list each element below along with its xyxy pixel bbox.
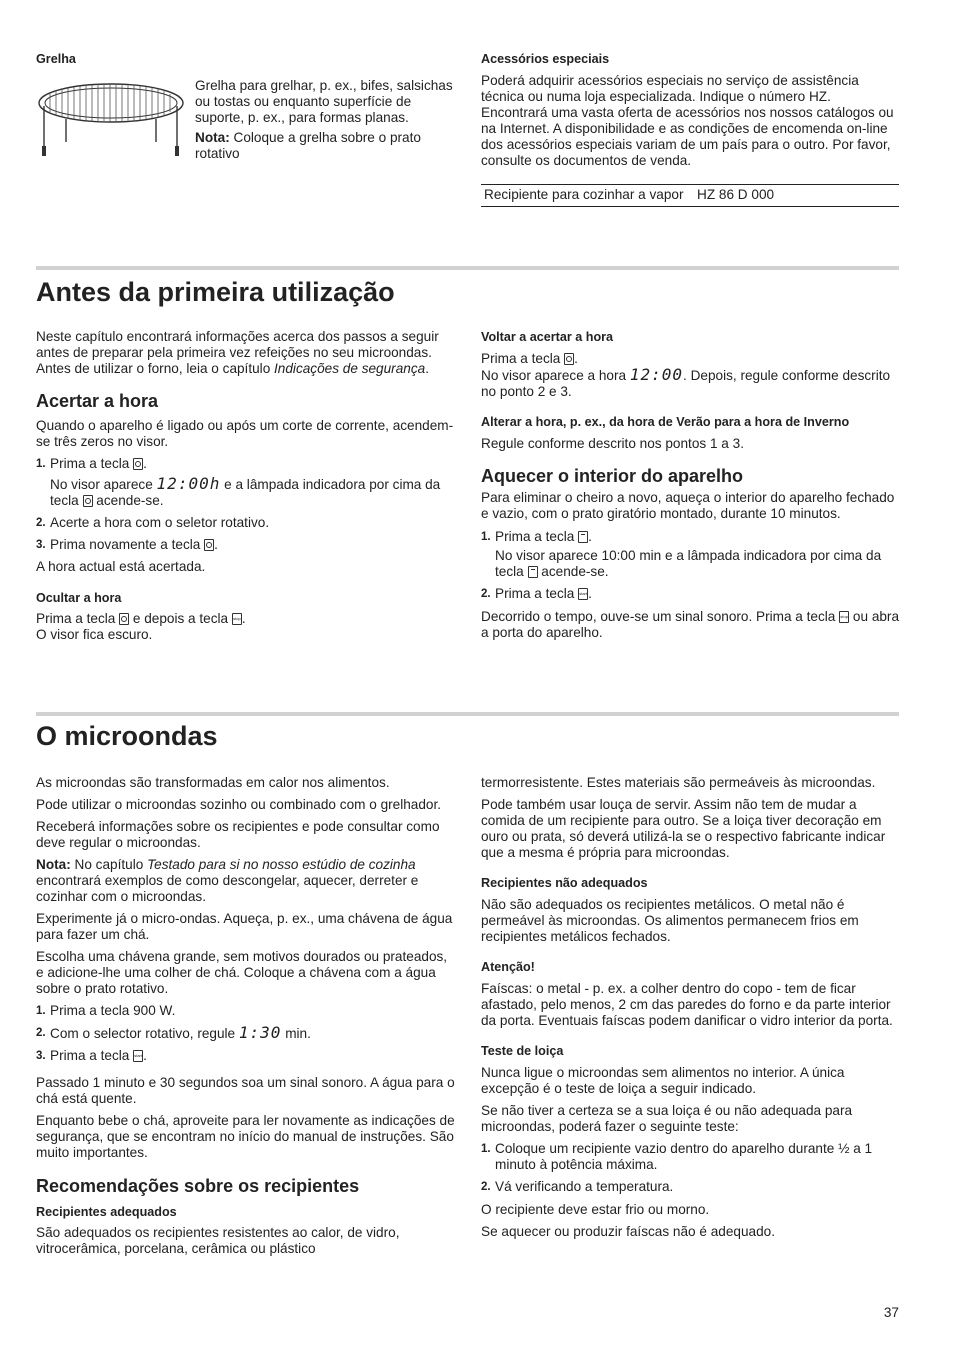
grill-key-icon [528,566,538,578]
ocultar-line1: Prima a tecla e depois a tecla stop. [36,611,246,626]
acessorios-heading: Acessórios especiais [481,52,610,66]
section-divider [36,266,899,270]
accessory-name: Recipiente para cozinhar a vapor [484,187,684,202]
section-title-antes: Antes da primeira utilização [36,277,395,307]
list-item: 2. Vá verificando a temperatura. [481,1179,674,1194]
micro-p1: As microondas são transformadas em calor nos alimentos. [36,775,390,790]
grelha-description: Grelha para grelhar, p. ex., bifes, salsichas ou tostas ou enquanto superfície de suporte, p. ex., para formas planas. [195,78,453,125]
clock-key-icon [133,458,143,470]
micro-p5: Experimente já o micro-ondas. Aqueça, p. ex., uma chávena de água para fazer um chá. [36,911,453,942]
nao-adequados-heading: Recipientes não adequados [481,876,648,890]
display-readout: 1:30 [238,1023,282,1042]
aquecer-intro: Para eliminar o cheiro a novo, aqueça o interior do aparelho fechado e vazio, com o prato giratório montado, durante 10 minutos. [481,490,895,521]
list-item: 2. Acerte a hora com o seletor rotativo. [36,515,270,530]
micro-p8: Enquanto bebe o chá, aproveite para ler novamente as indicações de segurança, que se encontram no início do manual de instruções. São muito importantes. [36,1113,455,1160]
micro-left-column [36,775,456,1257]
stop-key-icon: stop [839,611,849,623]
antes-intro: Neste capítulo encontrará informações acerca dos passos a seguir antes de preparar pela primeira vez refeições no seu microondas. Antes de utilizar o forno, leia o capítulo Indicações de segurança. [36,329,439,376]
voltar-hora-heading: Voltar a acertar a hora [481,330,614,344]
atencao-text: Faíscas: o metal - p. ex. a colher dentro do copo - tem de ficar afastado, pelo menos, 2 cm das paredes do forno e da parte interior da porta. Eventuais faíscas podem danificar o vidro interior da porta. [481,981,893,1028]
micro-right-column [481,775,901,1240]
list-item: 1. Coloque um recipiente vazio dentro do aparelho durante ½ a 1 minuto à potência máxima. [481,1141,873,1172]
acertar-intro: Quando o aparelho é ligado ou após um corte de corrente, acendem-se três zeros no visor. [36,418,454,449]
clock-key-icon [83,495,93,507]
list-item: 3. Prima a tecla start. [36,1048,147,1063]
teste-p3: O recipiente deve estar frio ou morno. [481,1202,710,1217]
list-item: 2. Prima a tecla start. [481,586,592,601]
accessories-table [481,184,899,207]
atencao-heading: Atenção! [481,960,535,974]
aquecer-heading: Aquecer o interior do aparelho [481,466,744,486]
servir-text: Pode também usar louça de servir. Assim não tem de mudar a comida de um recipiente para outro. Se a loiça tiver decoração em ouro ou prata, só deverá utilizá-la se o respectivo fabricante indicar que a mesma é própria para microondas. [481,797,886,860]
list-item: 1. Prima a tecla . No visor aparece 10:00 min e a lâmpada indicadora por cima da tecla acende-se. [481,529,882,579]
acessorios-text: Poderá adquirir acessórios especiais no serviço de assistência técnica ou numa loja especializada. Indique o número HZ. Encontrará uma vasta oferta de acessórios nos nossos catálogos ou na Internet. A disponibilidade e as condições de encomenda on-line dos acessórios especiais variam de um país para o outro. Por favor, consulte os documentos de venda. [481,73,894,168]
accessory-code: HZ 86 D 000 [697,187,775,202]
display-readout: 12:00 [629,365,684,384]
voltar-line1: Prima a tecla . [481,351,578,366]
adequados-text-a: São adequados os recipientes resistentes ao calor, de vidro, vitrocerâmica, porcelana, cerâmica ou plástico [36,1225,400,1256]
alterar-text: Regule conforme descrito nos pontos 1 a 3. [481,436,744,451]
alterar-hora-heading: Alterar a hora, p. ex., da hora de Verão para a hora de Inverno [481,415,850,429]
list-item: 1. Prima a tecla . No visor aparece 12:00h e a lâmpada indicadora por cima da tecla acende-se. [36,456,441,508]
recomendacoes-heading: Recomendações sobre os recipientes [36,1176,360,1196]
antes-right-column [481,329,901,641]
nao-adequados-text: Não são adequados os recipientes metálicos. O metal não é permeável às microondas. Os alimentos permanecem frios em recipientes metálicos fechados. [481,897,859,944]
clock-key-icon [564,353,574,365]
clock-key-icon [119,613,129,625]
start-key-icon: start [578,588,588,600]
adequados-heading: Recipientes adequados [36,1205,177,1219]
table-row [481,185,899,206]
micro-p2: Pode utilizar o microondas sozinho ou combinado com o grelhador. [36,797,442,812]
section-divider [36,712,899,716]
start-key-icon: start [133,1050,143,1062]
list-item: 3. Prima novamente a tecla . [36,537,218,552]
grill-rack-illustration [36,80,186,166]
section-title-microondas: O microondas [36,721,218,751]
acertar-hora-heading: Acertar a hora [36,391,159,411]
ocultar-line2: O visor fica escuro. [36,627,153,642]
adequados-text-b: termorresistente. Estes materiais são permeáveis às microondas. [481,775,876,790]
page-number: 37 [883,1305,899,1320]
voltar-line2: No visor aparece a hora 12:00. Depois, regule conforme descrito no ponto 2 e 3. [481,365,891,399]
teste-p1: Nunca ligue o microondas sem alimentos no interior. A única excepção é o teste de loiça a seguir indicado. [481,1065,845,1096]
clock-key-icon [204,539,214,551]
teste-p4: Se aquecer ou produzir faíscas não é adequado. [481,1224,775,1239]
aquecer-outro: Decorrido o tempo, ouve-se um sinal sonoro. Prima a tecla stop ou abra a porta do aparelho. [481,609,900,640]
micro-p3: Receberá informações sobre os recipientes e pode consultar como deve regular o microondas. [36,819,440,850]
ocultar-hora-heading: Ocultar a hora [36,591,122,605]
micro-nota: Nota: No capítulo Testado para si no nosso estúdio de cozinha encontrará exemplos de como descongelar, aquecer, derreter e cozinhar com o microondas. [36,857,419,904]
acertar-result: A hora actual está acertada. [36,559,206,574]
stop-key-icon: stop [232,613,242,625]
antes-left-column [36,329,456,643]
list-item: 2. Com o selector rotativo, regule 1:30 min. [36,1023,311,1042]
teste-heading: Teste de loiça [481,1044,564,1058]
display-readout: 12:00h [156,474,221,493]
list-item: 1. Prima a tecla 900 W. [36,1003,176,1018]
grelha-heading: Grelha [36,52,76,66]
micro-p7: Passado 1 minuto e 30 segundos soa um sinal sonoro. A água para o chá está quente. [36,1075,455,1106]
grelha-nota: Nota: Coloque a grelha sobre o prato rotativo [195,130,421,161]
micro-p6: Escolha uma chávena grande, sem motivos dourados ou prateados, e adicione-lhe uma colher de chá. Coloque a chávena com a água sobre o prato rotativo. [36,949,448,996]
teste-p2: Se não tiver a certeza se a sua loiça é ou não adequada para microondas, poderá fazer o seguinte teste: [481,1103,853,1134]
grill-key-icon [578,531,588,543]
